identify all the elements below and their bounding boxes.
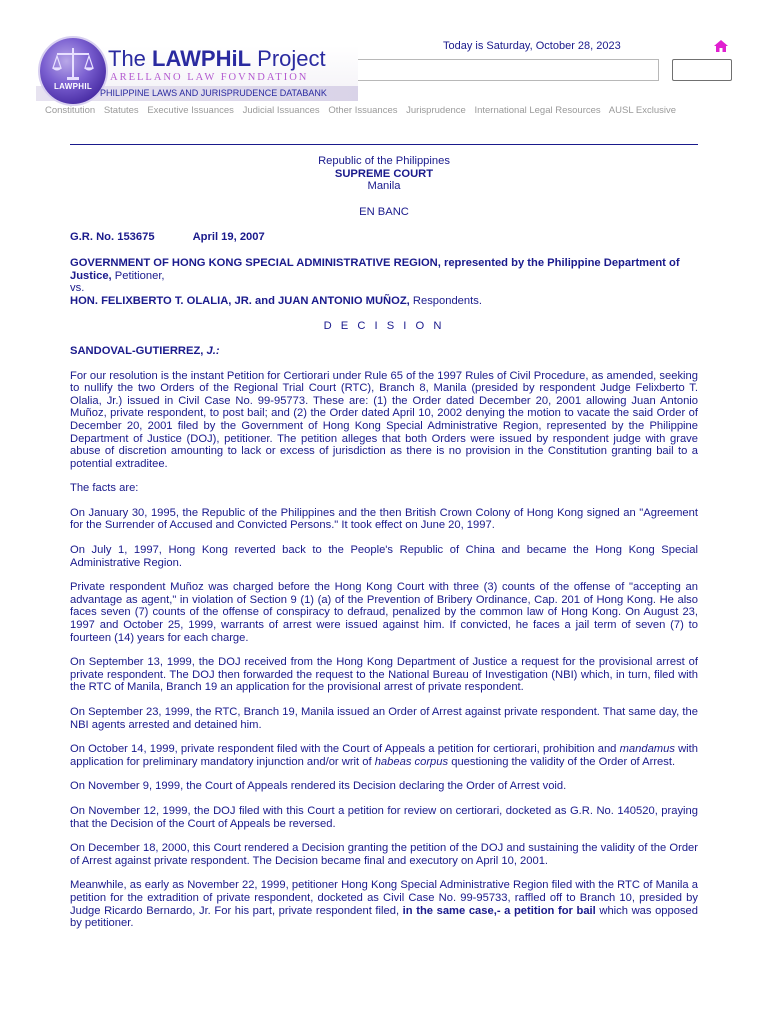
p8-text-e: questioning the validity of the Order of Arrest. [448,755,676,768]
logo-text: LAWPHIL [53,82,93,91]
petitioner-name: GOVERNMENT OF HONG KONG SPECIAL ADMINISTRATIVE REGION, represented by the Philippine Department of Justice, [70,256,680,282]
nav-executive-issuances[interactable]: Executive Issuances [147,105,234,116]
paragraph-8 [70,743,698,768]
respondent-role: Respondents. [409,294,482,307]
search-input[interactable] [358,59,659,81]
court-city: Manila [367,180,401,193]
nav-jurisprudence[interactable]: Jurisprudence [406,105,466,116]
p12-bail-petition: in the same case,- a petition for bail [402,904,596,917]
brand-prefix: The [108,46,153,71]
brand-subtitle: ARELLANO LAW FOVNDATION [110,72,309,83]
versus: vs. [70,282,85,295]
paragraph-2: The facts are: [70,482,139,495]
paragraph-6: On September 13, 1999, the DOJ received from the Hong Kong Department of Justice a request for the provisional arrest of private respondent. The DOJ then forwarded the request to the National Bureau of Investigation (NBI) which, in turn, filed with the RTC of Manila, Branch 19 an application for the provisional arrest of private respondent. [70,656,698,694]
paragraph-12 [70,879,698,929]
nav-other-issuances[interactable]: Other Issuances [328,105,398,116]
paragraph-5: Private respondent Muñoz was charged before the Hong Kong Court with three (3) counts of the offense of "accepting an advantage as agent," in violation of Section 9 (1) (a) of the Prevention of Bribery Ordinance, Cap. 201 of Hong Kong. He also faces seven (7) counts of the offense of conspiracy to defraud, penalized by the common law of Hong Kong. On August 23, 1997 and October 25, 1999, warrants of arrest were issued against him. If convicted, he faces a jail term of seven (7) to fourteen (14) years for each charge. [70,581,698,644]
brand-title[interactable] [108,46,326,72]
paragraph-7: On September 23, 1999, the RTC, Branch 19, Manila issued an Order of Arrest against private respondent. That same day, the NBI agents arrested and detained him. [70,706,698,731]
p12-text-a: Meanwhile, as early as November 22, 1999, petitioner Hong Kong Special Administrative Region filed with the RTC of Manila a petition for the extradition of private respondent, docketed as Civil Case No. 99-95733, raffled off to Branch 10, presided by Judge Ricardo Bernardo, Jr. For his part, private respondent filed, [70,879,698,917]
gr-number: G.R. No. 153675 [70,231,155,244]
lawphil-logo[interactable] [40,38,106,104]
respondent-names: HON. FELIXBERTO T. OLALIA, JR. and JUAN ANTONIO MUÑOZ, [70,294,410,307]
scales-of-justice-icon [40,38,106,104]
paragraph-1: For our resolution is the instant Petition for Certiorari under Rule 65 of the 1997 Rules of Civil Procedure, as amended, seeking to nullify the two Orders of the Regional Trial Court (RTC), Branch 8, Manila (presided by respondent Judge Felixberto T. Olalia, Jr.) issued in Civil Case No. 99-95773. These are: (1) the Order dated December 20, 2001 allowing Juan Antonio Muñoz, private respondent, to post bail; and (2) the Order dated April 10, 2002 denying the motion to vacate the said Order of December 20, 2001 filed by the Government of Hong Kong Special Administrative Region, represented by the Philippine Department of Justice (DOJ), petitioner. The petition alleges that both Orders were issued by respondent judge with grave abuse of discretion amounting to lack or excess of jurisdiction as there is no provision in the Constitution granting bail to a potential extraditee. [70,369,698,470]
p8-mandamus: mandamus [619,743,675,756]
nav-constitution[interactable]: Constitution [45,105,96,116]
nav-statutes[interactable]: Statutes [103,105,139,116]
respondents [70,295,698,308]
paragraph-10: On November 12, 1999, the DOJ filed with this Court a petition for review on certiorari, docketed as G.R. No. 140520, praying that the Decision of the Court of Appeals be reversed. [70,804,698,830]
ponente-name: SANDOVAL-GUTIERREZ, [70,344,204,357]
division: EN BANC [359,205,409,218]
nav-ausl-exclusive[interactable]: AUSL Exclusive [608,105,677,116]
parties [70,257,698,282]
decision-document [70,155,698,930]
brand-name: LAWPHiL [152,46,252,71]
brand-suffix: Project [251,46,326,71]
p8-habeas-corpus: habeas corpus [374,755,449,768]
databank-label: PHILIPPINE LAWS AND JURISPRUDENCE DATABANK [100,88,327,98]
site-header [0,0,768,125]
search-button[interactable] [672,59,732,81]
case-number-line [70,231,698,244]
petitioner-role: Petitioner, [111,269,165,282]
divider [70,144,698,145]
home-icon[interactable] [713,39,729,53]
ponente-title: J.: [203,344,220,357]
paragraph-3: On January 30, 1995, the Republic of the Philippines and the then British Crown Colony of Hong Kong signed an "Agreement for the Surrender of Accused and Convicted Persons." It took effect on June 20, 1997. [70,506,698,532]
decision-heading: D E C I S I O N [323,320,445,333]
main-nav [45,105,682,116]
paragraph-4: On July 1, 1997, Hong Kong reverted back to the People's Republic of China and became the Hong Kong Special Administrative Region. [70,544,698,569]
court-name: SUPREME COURT [334,167,434,180]
ponente [70,345,698,358]
paragraph-11: On December 18, 2000, this Court rendered a Decision granting the petition of the DOJ and sustaining the validity of the Order of Arrest against private respondent. The Decision became final and executory on April 10, 2001. [70,842,698,867]
p8-text-a: On October 14, 1999, private respondent filed with the Court of Appeals a petition for certiorari, prohibition and [70,743,620,756]
nav-international-legal-resources[interactable]: International Legal Resources [474,105,601,116]
nav-judicial-issuances[interactable]: Judicial Issuances [242,105,320,116]
republic-line: Republic of the Philippines [318,155,450,167]
paragraph-9: On November 9, 1999, the Court of Appeals rendered its Decision declaring the Order of Arrest void. [70,780,567,793]
current-date: Today is Saturday, October 28, 2023 [443,40,621,52]
p12-text-c: which was opposed by petitioner. [70,904,698,930]
decision-date: April 19, 2007 [192,231,265,244]
p8-text-c: with application for preliminary mandatory injunction and/or writ of [70,743,698,768]
